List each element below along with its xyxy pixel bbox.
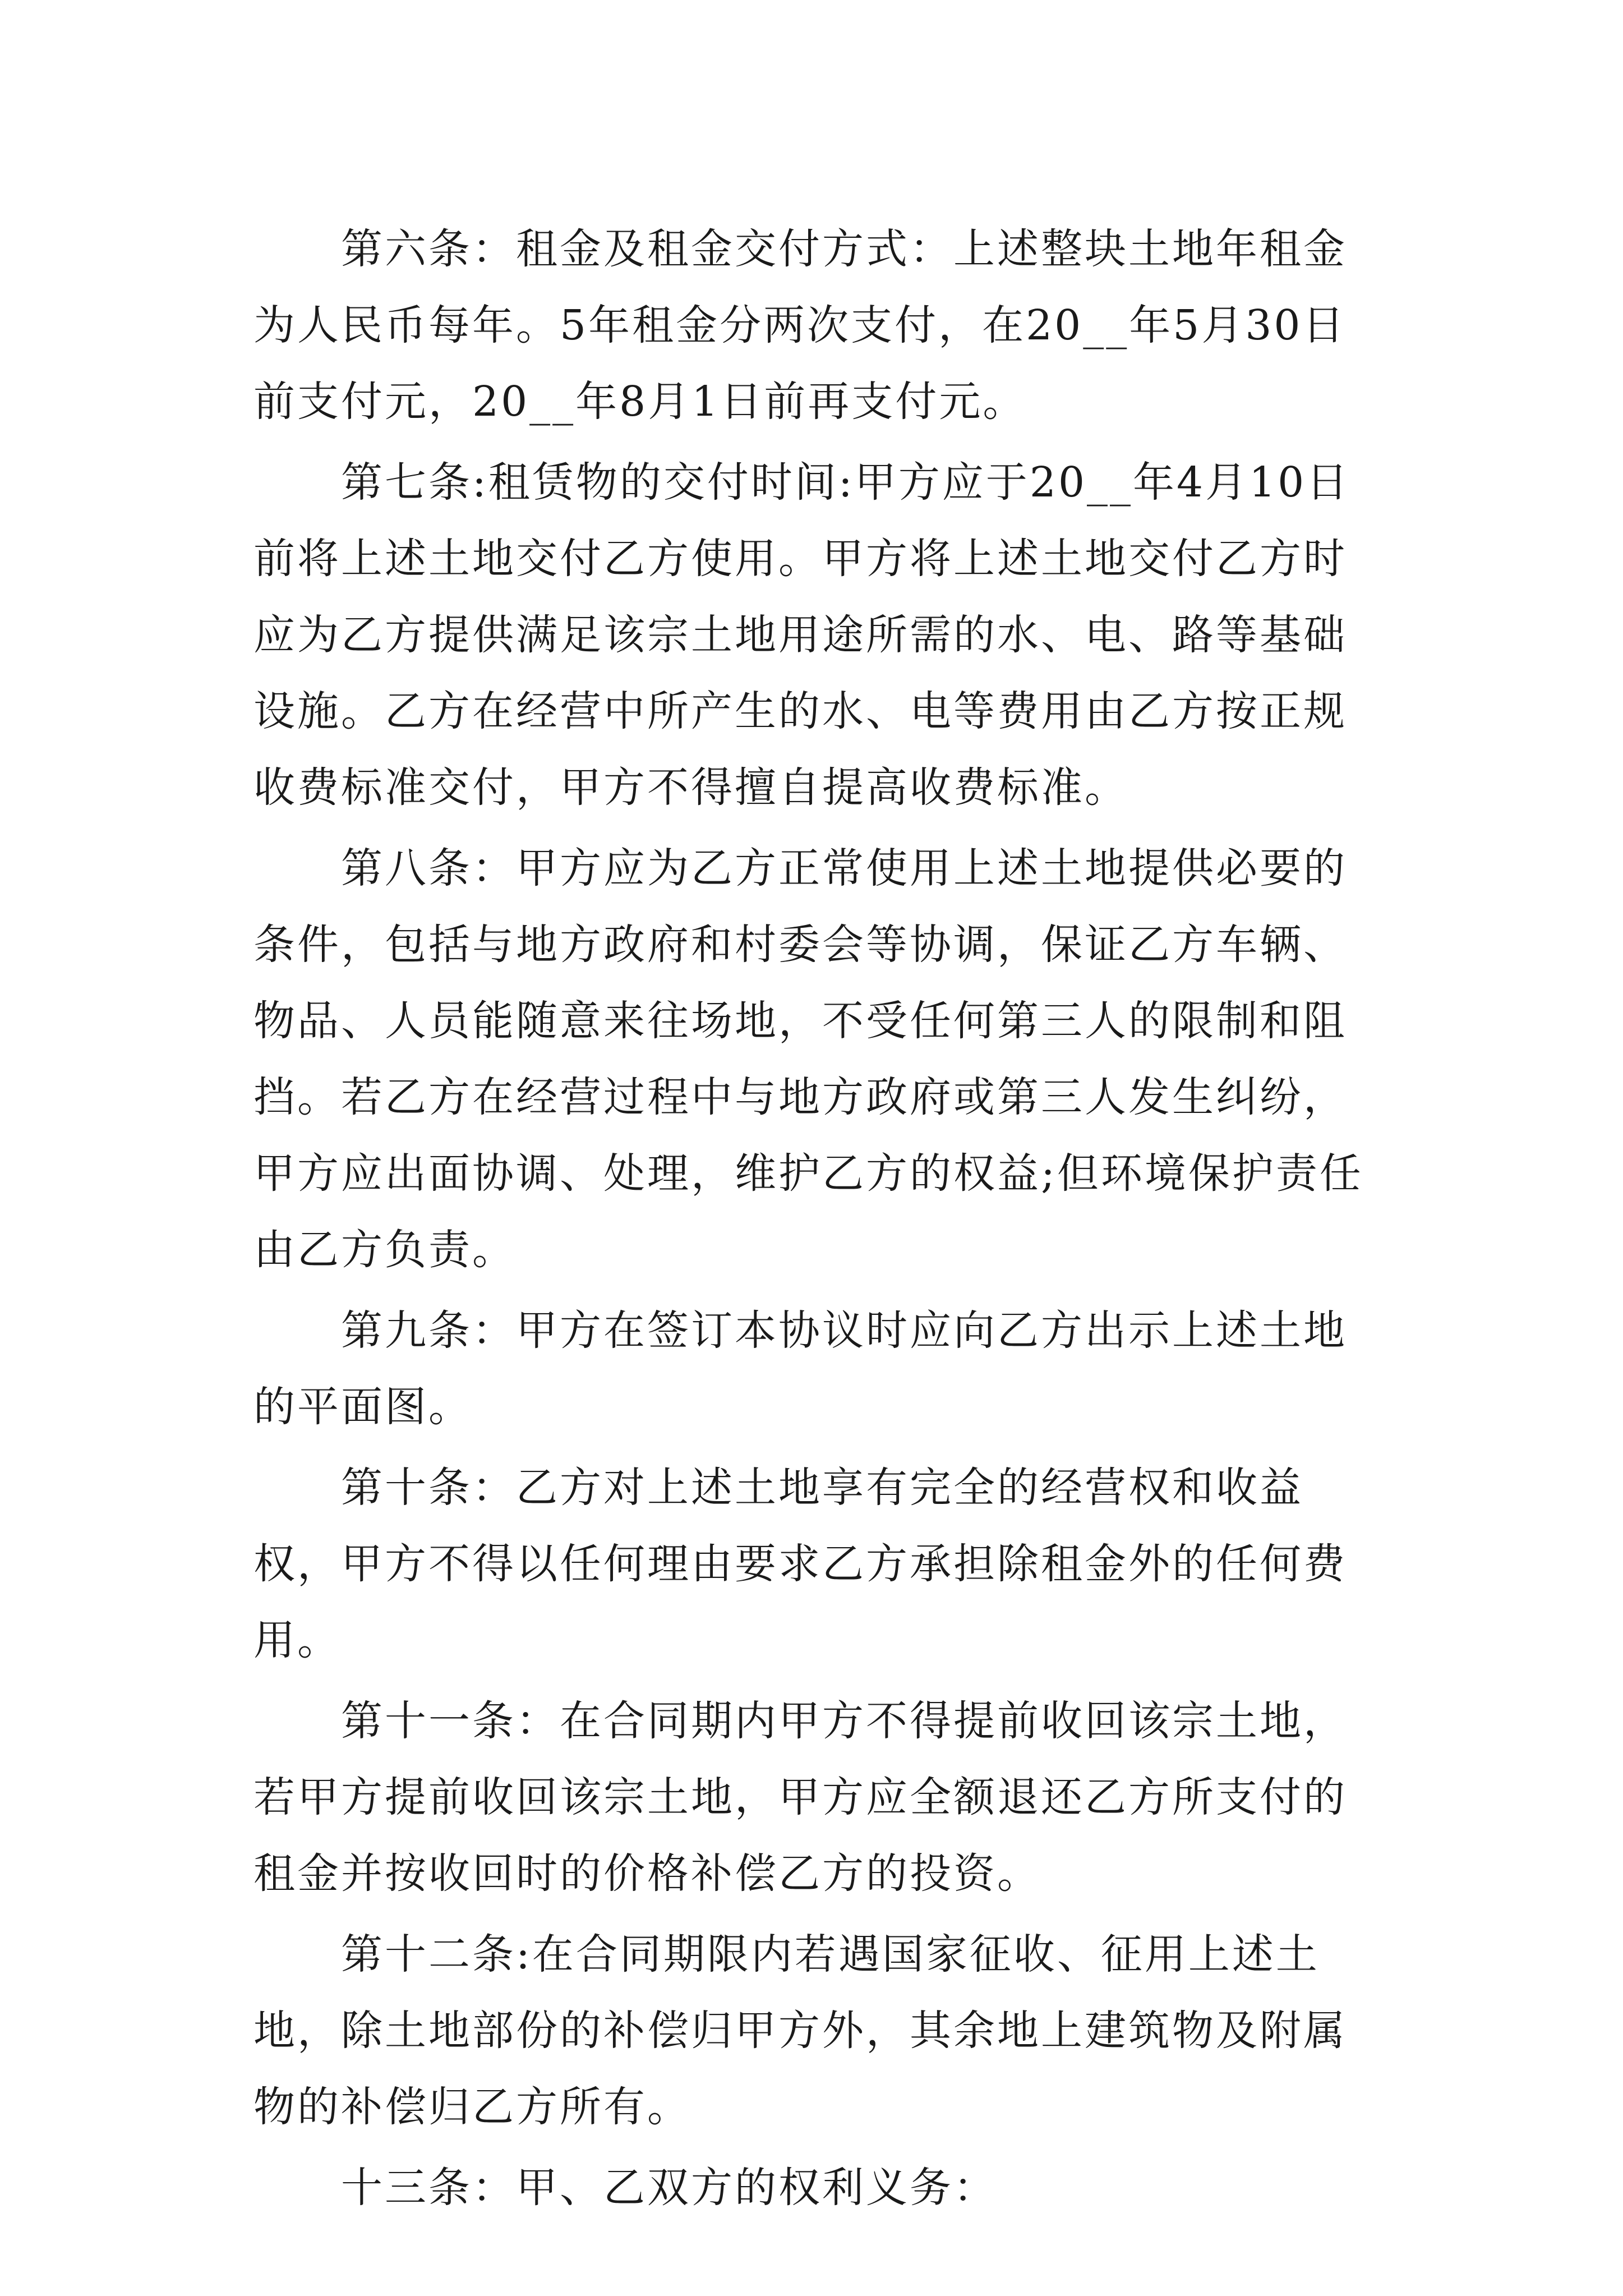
article-8-paragraph: 第八条：甲方应为乙方正常使用上述土地提供必要的条件，包括与地方政府和村委会等协调，保证乙方车辆、物品、人员能随意来往场地，不受任何第三人的限制和阻挡。若乙方在经营过程中与地方政府或第三人发生纠纷，甲方应出面协调、处理，维护乙方的权益;但环境保护责任由乙方负责。 <box>253 844 1363 1274</box>
article-10-paragraph: 第十条：乙方对上述土地享有完全的经营权和收益权，甲方不得以任何理由要求乙方承担除租金外的任何费用。 <box>253 1464 1347 1664</box>
article-9-paragraph: 第九条：甲方在签订本协议时应向乙方出示上述土地的平面图。 <box>253 1306 1347 1431</box>
article-12-paragraph: 第十二条:在合同期限内若遇国家征收、征用上述土地，除土地部份的补偿归甲方外，其余地上建筑物及附属物的补偿归乙方所有。 <box>253 1930 1347 2131</box>
article-7-paragraph: 第七条:租赁物的交付时间:甲方应于20__年4月10日前将上述土地交付乙方使用。甲方将上述土地交付乙方时应为乙方提供满足该宗土地用途所需的水、电、路等基础设施。乙方在经营中所产生的水、电等费用由乙方按正规收费标准交付，甲方不得擅自提高收费标准。 <box>253 458 1350 812</box>
article-13-paragraph: 十三条：甲、乙双方的权利义务： <box>341 2164 997 2212</box>
article-11-paragraph: 第十一条：在合同期内甲方不得提前收回该宗土地，若甲方提前收回该宗土地，甲方应全额退还乙方所支付的租金并按收回时的价格补偿乙方的投资。 <box>253 1697 1347 1898</box>
article-6-paragraph: 第六条：租金及租金交付方式：上述整块土地年租金为人民币每年。5年租金分两次支付，在20__年5月30日前支付元，20__年8月1日前再支付元。 <box>253 225 1347 426</box>
document-body <box>253 211 1381 2230</box>
